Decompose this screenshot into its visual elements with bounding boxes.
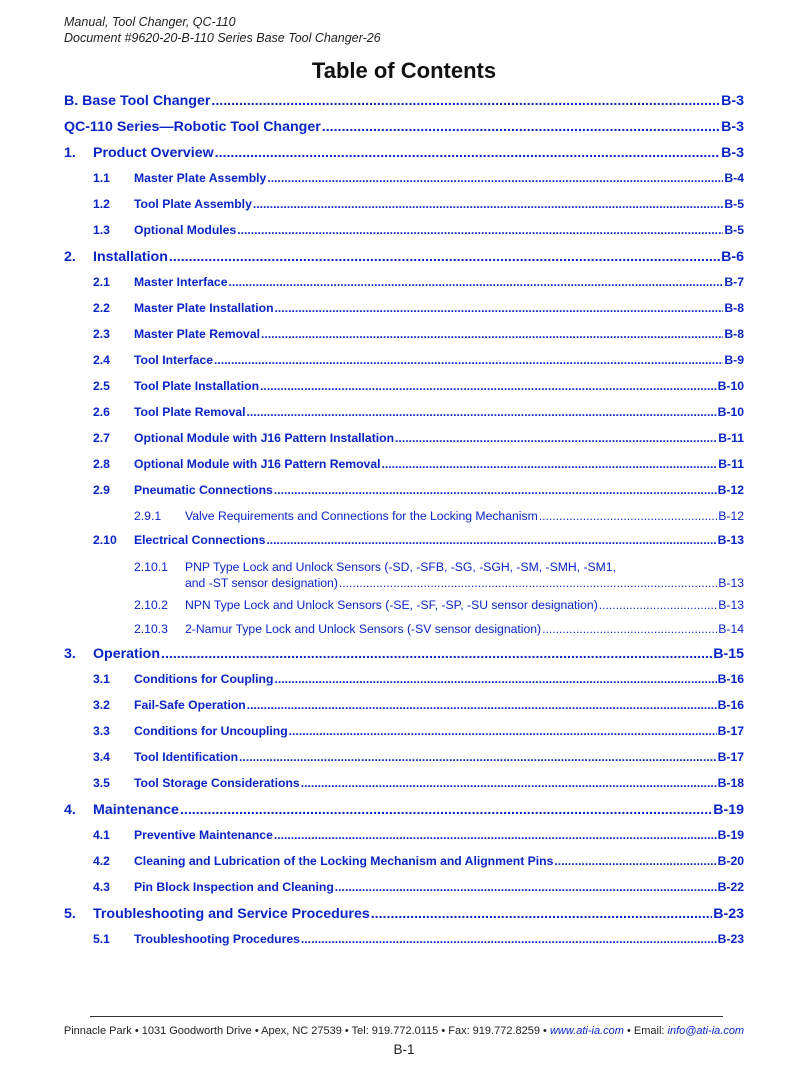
toc-entry-page: B-8 (724, 327, 744, 341)
toc-entry-page: B-12 (718, 509, 744, 523)
toc-entry-title: Tool Identification (134, 750, 239, 764)
toc-entry-page: B-19 (713, 802, 744, 818)
toc-entry-number: 2.10.1 (134, 560, 168, 574)
toc-entry-number: 2.9 (93, 483, 110, 497)
footer-email-link[interactable]: info@ati-ia.com (667, 1025, 745, 1037)
toc-entry-title: PNP Type Lock and Unlock Sensors (-SD, -SFB, -SG, -SGH, -SM, -SMH, -SM1, (185, 560, 616, 574)
toc-entry-title: Installation (93, 249, 168, 265)
toc-entry[interactable] (64, 750, 744, 776)
toc-entry-leader (339, 576, 717, 591)
footer (0, 1025, 808, 1037)
header-document-number: Document #9620-20-B-110 Series Base Tool Changer-26 (64, 31, 381, 45)
toc-entry-number: 4. (64, 802, 76, 818)
toc-entry-leader (261, 327, 723, 341)
toc-entry-leader (260, 379, 717, 393)
toc-entry-number: 1.1 (93, 171, 110, 185)
toc-entry-leader (395, 431, 717, 445)
toc-entry-title: Cleaning and Lubrication of the Locking Mechanism and Alignment Pins (134, 854, 554, 868)
toc-entry-page: B-10 (717, 379, 744, 393)
page-title: Table of Contents (311, 58, 497, 83)
toc-entry-title: Electrical Connections (134, 533, 266, 547)
page-number: B-1 (393, 1042, 415, 1057)
toc-entry[interactable] (64, 559, 744, 598)
toc-entry-leader (267, 171, 723, 185)
toc-entry-leader (539, 509, 718, 523)
toc-entry-page: B-15 (713, 646, 744, 662)
toc-entry-title: Tool Plate Assembly (134, 197, 252, 211)
toc-entry-line1 (64, 559, 744, 576)
toc-entry-page: B-5 (724, 197, 744, 211)
toc-entry-title: Pneumatic Connections (134, 483, 273, 497)
toc-entry-number: 2. (64, 249, 76, 265)
toc-entry[interactable] (64, 598, 744, 622)
toc-entry-leader (542, 622, 717, 636)
toc-entry-number: 2.4 (93, 353, 110, 367)
toc-entry-title: 2-Namur Type Lock and Unlock Sensors (-SV sensor designation) (185, 622, 542, 636)
toc-entry-title: Master Plate Installation (134, 301, 274, 315)
toc-entry[interactable] (64, 509, 744, 533)
toc-entry-number: 3.2 (93, 698, 110, 712)
toc-entry[interactable] (64, 932, 744, 958)
toc-entry[interactable] (64, 145, 744, 171)
toc-entry-page: B-19 (717, 828, 744, 842)
toc-entry[interactable] (64, 906, 744, 932)
toc-entry-number: 1. (64, 145, 76, 161)
toc-entry-title: Tool Storage Considerations (134, 776, 300, 790)
toc-entry-page: B-17 (717, 750, 744, 764)
toc-entry-leader (247, 405, 717, 419)
toc-entry-page: B-11 (718, 457, 744, 471)
toc-entry-page: B-16 (717, 672, 744, 686)
toc-entry-title: Troubleshooting Procedures (134, 932, 300, 946)
toc-entry-number: 2.9.1 (134, 509, 162, 523)
toc-entry-leader (274, 672, 716, 686)
toc-entry-title: Optional Module with J16 Pattern Installation (134, 431, 395, 445)
toc-entry-leader (253, 197, 724, 211)
document-header (64, 14, 381, 46)
toc-entry-number: 2.7 (93, 431, 110, 445)
toc-entry-number: 3.5 (93, 776, 110, 790)
toc-entry-number: 2.6 (93, 405, 110, 419)
footer-email-label: • Email: (626, 1025, 665, 1037)
toc-entry[interactable] (64, 776, 744, 802)
toc-entry-title: Troubleshooting and Service Procedures (93, 906, 370, 922)
toc-entry-page: B-23 (717, 932, 744, 946)
toc-entry-number: 2.10 (93, 533, 117, 547)
toc-entry-leader (214, 353, 723, 367)
toc-entry[interactable] (64, 197, 744, 223)
toc-entry-leader (266, 533, 716, 547)
toc-entry-page: B-8 (724, 301, 744, 315)
toc-entry[interactable] (64, 431, 744, 457)
toc-entry-title: Tool Plate Installation (134, 379, 260, 393)
toc-entry[interactable] (64, 880, 744, 906)
toc-entry-number: 1.3 (93, 223, 110, 237)
toc-entry[interactable] (64, 724, 744, 750)
toc-entry-number: 1.2 (93, 197, 110, 211)
footer-address: Pinnacle Park • 1031 Goodworth Drive • Apex, NC 27539 • Tel: 919.772.0115 • Fax: 919.772.8259 • (63, 1025, 547, 1037)
toc-entry-leader (382, 457, 718, 471)
toc-entry-title: Product Overview (93, 145, 214, 161)
toc-entry-leader (215, 145, 720, 161)
footer-divider (90, 1016, 723, 1017)
toc-entry-title: Conditions for Coupling (134, 672, 274, 686)
toc-entry-page: B-3 (721, 145, 744, 161)
toc-entry-number: 3.3 (93, 724, 110, 738)
toc-entry-title: Tool Interface (134, 353, 214, 367)
toc-entry-number: 4.1 (93, 828, 110, 842)
toc-entry-page: B-13 (717, 533, 744, 547)
toc-entry-page: B-3 (721, 93, 744, 109)
toc-entry-number: 4.2 (93, 854, 110, 868)
toc-entry-leader (289, 724, 717, 738)
toc-entry-page: B-5 (724, 223, 744, 237)
toc-entry-number: 2.8 (93, 457, 110, 471)
toc-entry-title: Optional Module with J16 Pattern Removal (134, 457, 381, 471)
toc-entry[interactable] (64, 353, 744, 379)
toc-entry-title: QC-110 Series—Robotic Tool Changer (64, 119, 321, 135)
toc-entry-title: Preventive Maintenance (134, 828, 273, 842)
toc-entry[interactable] (64, 457, 744, 483)
toc-entry-leader (335, 880, 717, 894)
toc-entry[interactable] (64, 93, 744, 119)
toc-entry-leader (239, 750, 717, 764)
toc-entry-page: B-12 (717, 483, 744, 497)
toc-entry-leader (371, 906, 713, 922)
toc-entry-page: B-3 (721, 119, 744, 135)
toc-entry[interactable] (64, 275, 744, 301)
toc-entry-number: 2.2 (93, 301, 110, 315)
toc-entry[interactable] (64, 327, 744, 353)
toc-entry-number: 2.3 (93, 327, 110, 341)
toc-entry[interactable] (64, 802, 744, 828)
toc-entry-title: NPN Type Lock and Unlock Sensors (-SE, -SF, -SP, -SU sensor designation) (185, 598, 598, 612)
toc-entry-page: B-14 (718, 622, 744, 636)
toc-entry-leader (180, 802, 712, 818)
toc-entry-title: Master Interface (134, 275, 228, 289)
toc-entry-title: Maintenance (93, 802, 179, 818)
toc-entry-number: 2.5 (93, 379, 110, 393)
toc-entry-leader (599, 598, 718, 612)
toc-entry-leader (274, 828, 717, 842)
toc-entry-title: Master Plate Assembly (134, 171, 267, 185)
toc-entry-title: Tool Plate Removal (134, 405, 246, 419)
toc-entry-page: B-23 (713, 906, 744, 922)
toc-entry-page: B-20 (717, 854, 744, 868)
toc-entry[interactable] (64, 119, 744, 145)
toc-entry-leader (322, 119, 720, 135)
toc-entry-page: B-9 (724, 353, 744, 367)
toc-entry-page: B-13 (718, 598, 744, 612)
toc-entry-number: 2.10.3 (134, 622, 168, 636)
toc-entry-number: 5. (64, 906, 76, 922)
toc-entry-number: 3. (64, 646, 76, 662)
toc-entry-page: B-4 (724, 171, 744, 185)
toc-entry[interactable] (64, 249, 744, 275)
toc-entry-title: Conditions for Uncoupling (134, 724, 288, 738)
toc-entry-page: B-7 (724, 275, 744, 289)
table-of-contents (64, 93, 744, 958)
toc-entry[interactable] (64, 223, 744, 249)
toc-entry[interactable] (64, 828, 744, 854)
toc-entry[interactable] (64, 483, 744, 509)
toc-entry[interactable] (64, 854, 744, 880)
toc-entry-title: Fail-Safe Operation (134, 698, 246, 712)
toc-entry-leader (228, 275, 723, 289)
toc-entry[interactable] (64, 646, 744, 672)
toc-entry[interactable] (64, 698, 744, 724)
toc-entry-leader (301, 932, 717, 946)
toc-entry-number: 3.1 (93, 672, 110, 686)
toc-entry[interactable] (64, 533, 744, 559)
toc-entry-title: Valve Requirements and Connections for the Locking Mechanism (185, 509, 538, 523)
toc-entry[interactable] (64, 301, 744, 327)
toc-entry[interactable] (64, 622, 744, 646)
toc-entry-page: B-11 (718, 431, 744, 445)
toc-entry-page: B-18 (717, 776, 744, 790)
toc-entry-leader (161, 646, 712, 662)
toc-entry[interactable] (64, 379, 744, 405)
toc-entry-title: Master Plate Removal (134, 327, 260, 341)
toc-entry[interactable] (64, 405, 744, 431)
toc-entry-number: 2.10.2 (134, 598, 168, 612)
toc-entry-title: Pin Block Inspection and Cleaning (134, 880, 334, 894)
toc-entry-number: 4.3 (93, 880, 110, 894)
toc-entry-line2 (185, 576, 744, 591)
toc-entry-leader (237, 223, 723, 237)
toc-entry-leader (247, 698, 717, 712)
toc-entry-title: B. Base Tool Changer (64, 93, 211, 109)
toc-entry-leader (275, 301, 724, 315)
toc-entry-number: 5.1 (93, 932, 110, 946)
toc-entry-page: B-22 (717, 880, 744, 894)
toc-entry-page: B-6 (721, 249, 744, 265)
toc-entry-leader (274, 483, 717, 497)
toc-entry[interactable] (64, 171, 744, 197)
toc-entry-title: Optional Modules (134, 223, 237, 237)
toc-entry-leader (169, 249, 720, 265)
toc-entry-title-continued: and -ST sensor designation) (185, 576, 338, 590)
toc-entry-leader (211, 93, 720, 109)
toc-entry-page: B-13 (718, 576, 744, 590)
toc-entry-number: 3.4 (93, 750, 110, 764)
toc-entry-leader (301, 776, 717, 790)
toc-entry[interactable] (64, 672, 744, 698)
header-manual-title: Manual, Tool Changer, QC-110 (64, 15, 236, 29)
toc-entry-page: B-10 (717, 405, 744, 419)
toc-entry-page: B-16 (717, 698, 744, 712)
toc-entry-page: B-17 (717, 724, 744, 738)
toc-entry-number: 2.1 (93, 275, 110, 289)
footer-website-link[interactable]: www.ati-ia.com (549, 1025, 624, 1037)
toc-entry-title: Operation (93, 646, 161, 662)
toc-entry-leader (554, 854, 716, 868)
